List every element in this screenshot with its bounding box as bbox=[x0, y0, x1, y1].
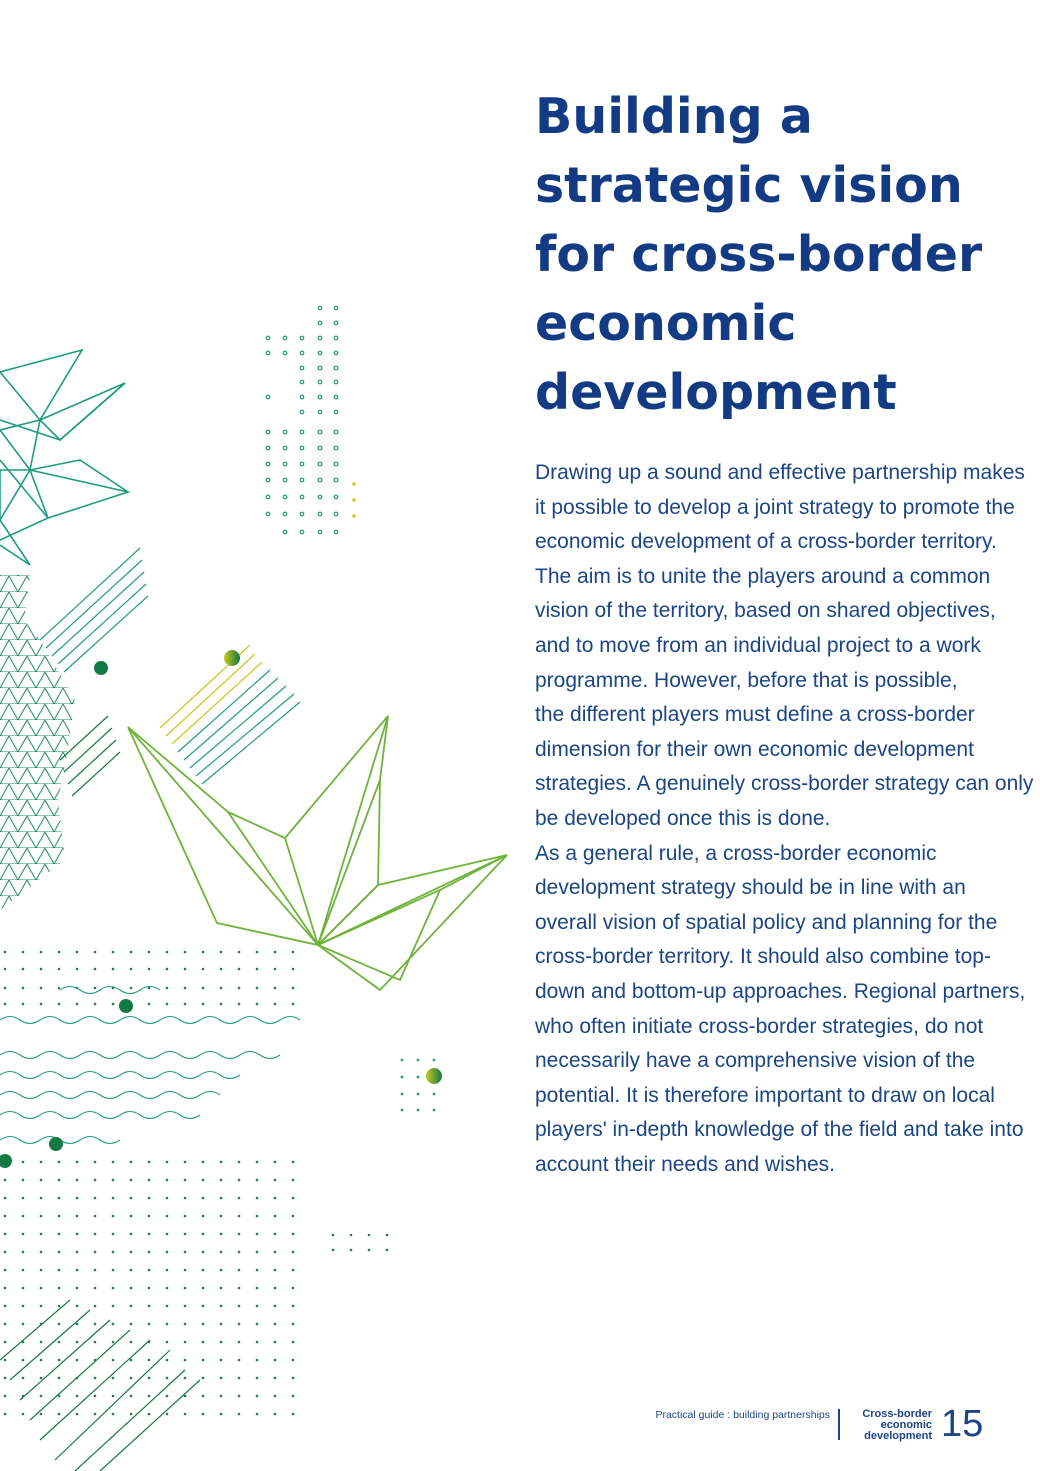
dot-grid-small bbox=[401, 1059, 436, 1112]
page-number: 15 bbox=[941, 1403, 984, 1445]
text-line: be developed once this is done. bbox=[535, 806, 831, 830]
text-line: who often initiate cross-border strategies, do not bbox=[535, 1014, 984, 1038]
title-line: strategic vision bbox=[535, 157, 963, 214]
text-line: The aim is to unite the players around a common bbox=[535, 564, 991, 588]
brand-line: development bbox=[864, 1430, 932, 1442]
text-line: players' in-depth knowledge of the field and take into bbox=[535, 1118, 1024, 1142]
text-line: down and bottom-up approaches. Regional partners, bbox=[535, 979, 1026, 1003]
title-line: development bbox=[535, 364, 897, 421]
text-line: potential. It is therefore important to draw on local bbox=[535, 1083, 995, 1107]
text-line: strategies. A genuinely cross-border strategy can only bbox=[535, 772, 1034, 796]
dot-grid-upper bbox=[266, 306, 338, 534]
body-paragraph-1 bbox=[535, 456, 1034, 837]
text-line: necessarily have a comprehensive vision of the bbox=[535, 1049, 976, 1073]
triangle-grid bbox=[0, 575, 75, 910]
body-paragraph-2 bbox=[535, 837, 1026, 1183]
page-title bbox=[535, 82, 1015, 427]
title-line: Building a bbox=[535, 88, 813, 145]
text-line: programme. However, before that is possible, bbox=[535, 668, 958, 692]
text-line: it possible to develop a joint strategy to promote the bbox=[535, 495, 1015, 519]
text-line: Drawing up a sound and effective partnership makes bbox=[535, 461, 1025, 484]
text-line: the different players must define a cross-border bbox=[535, 703, 975, 727]
brand-line: Cross-border bbox=[862, 1408, 932, 1420]
body-text bbox=[535, 456, 1034, 1182]
text-line: cross-border territory. It should also combine top- bbox=[535, 945, 991, 969]
text-line: and to move from an individual project to a work bbox=[535, 633, 981, 657]
wave-lines bbox=[0, 987, 300, 1144]
text-line: development strategy should be in line with an bbox=[535, 876, 966, 900]
text-line: dimension for their own economic development bbox=[535, 737, 974, 761]
text-line: overall vision of spatial policy and planning for the bbox=[535, 910, 998, 934]
text-line: As a general rule, a cross-border economic bbox=[535, 841, 937, 865]
title-line: for cross-border bbox=[535, 226, 983, 283]
footer-guide-title: Practical guide : building partnerships bbox=[655, 1409, 830, 1421]
brand-line: economic bbox=[880, 1419, 932, 1431]
text-line: vision of the territory, based on shared objectives, bbox=[535, 599, 996, 623]
text-line: economic development of a cross-border territory. bbox=[535, 530, 997, 554]
teal-origami-shape bbox=[0, 350, 128, 565]
green-origami-shape bbox=[128, 716, 507, 990]
title-line: economic bbox=[535, 295, 797, 352]
footer-brand bbox=[850, 1409, 932, 1442]
footer-divider bbox=[838, 1409, 840, 1440]
text-line: account their needs and wishes. bbox=[535, 1152, 836, 1176]
dot-accent-yellow bbox=[352, 482, 356, 518]
